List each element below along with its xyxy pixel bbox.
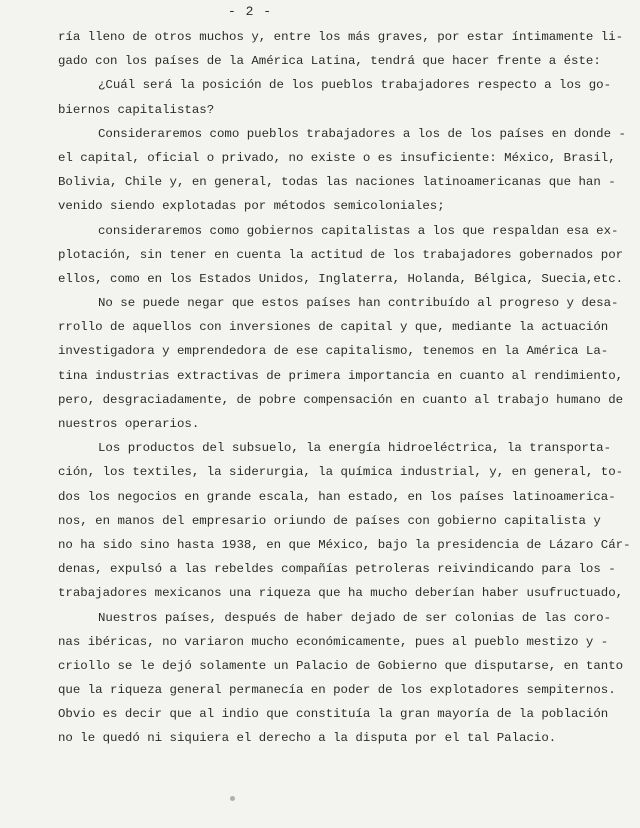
text-line: ría lleno de otros muchos y, entre los más graves, por estar íntimamente li- [58, 30, 624, 44]
text-line: Los productos del subsuelo, la energía hidroeléctrica, la transporta- [98, 441, 612, 456]
text-line: investigadora y emprendedora de ese capitalismo, tenemos en la América La- [58, 344, 609, 359]
text-line: ción, los textiles, la siderurgia, la química industrial, y, en general, to- [58, 465, 624, 480]
text-line: No se puede negar que estos países han contribuído al progreso y desa- [98, 296, 619, 311]
text-line: no le quedó ni siquiera el derecho a la disputa por el tal Palacio. [58, 731, 557, 746]
text-line: que la riqueza general permanecía en poder de los explotadores sempiternos. [58, 683, 616, 698]
text-line: rrollo de aquellos con inversiones de capital y que, mediante la actuación [58, 320, 609, 335]
text-line: ¿Cuál será la posición de los pueblos trabajadores respecto a los go- [98, 78, 612, 93]
text-line: dos los negocios en grande escala, han estado, en los países latinoamerica- [58, 489, 616, 504]
text-line: consideraremos como gobiernos capitalistas a los que respaldan esa ex- [98, 223, 619, 238]
text-line: pero, desgraciadamente, de pobre compensación en cuanto al trabajo humano de [58, 392, 624, 407]
text-line: nas ibéricas, no variaron mucho económicamente, pues al pueblo mestizo y - [58, 634, 609, 649]
text-line: Consideraremos como pueblos trabajadores a los de los países en donde - [98, 126, 626, 141]
text-line: nuestros operarios. [58, 417, 200, 431]
text-line: tina industrias extractivas de primera importancia en cuanto al rendimiento, [58, 368, 624, 383]
text-line: no ha sido sino hasta 1938, en que México, bajo la presidencia de Lázaro Cár- [58, 537, 631, 552]
text-line: venido siendo explotadas por métodos semicoloniales; [58, 199, 445, 214]
text-line: plotación, sin tener en cuenta la actitud de los trabajadores gobernados por [58, 247, 624, 262]
text-line: criollo se le dejó solamente un Palacio de Gobierno que disputarse, en tanto [58, 658, 624, 673]
text-line: Nuestros países, después de haber dejado de ser colonias de las coro- [98, 610, 612, 625]
text-line: gado con los países de la América Latina, tendrá que hacer frente a éste: [58, 54, 601, 69]
text-line: Bolivia, Chile y, en general, todas las naciones latinoamericanas que han - [58, 175, 616, 190]
ink-smudge [230, 796, 235, 801]
text-line: denas, expulsó a las rebeldes compañías petroleras reivindicando para los - [58, 562, 616, 577]
body-text [58, 25, 631, 751]
text-line: trabajadores mexicanos una riqueza que ha mucho deberían haber usufructuado, [58, 586, 624, 601]
text-line: el capital, oficial o privado, no existe o es insuficiente: México, Brasil, [58, 150, 616, 165]
text-line: biernos capitalistas? [58, 102, 215, 117]
text-line: ellos, como en los Estados Unidos, Inglaterra, Holanda, Bélgica, Suecia,etc. [58, 271, 624, 286]
page-number: - 2 - [228, 4, 273, 19]
text-line: nos, en manos del empresario oriundo de países con gobierno capitalista y [58, 513, 601, 528]
text-line: Obvio es decir que al indio que constituía la gran mayoría de la población [58, 707, 609, 722]
